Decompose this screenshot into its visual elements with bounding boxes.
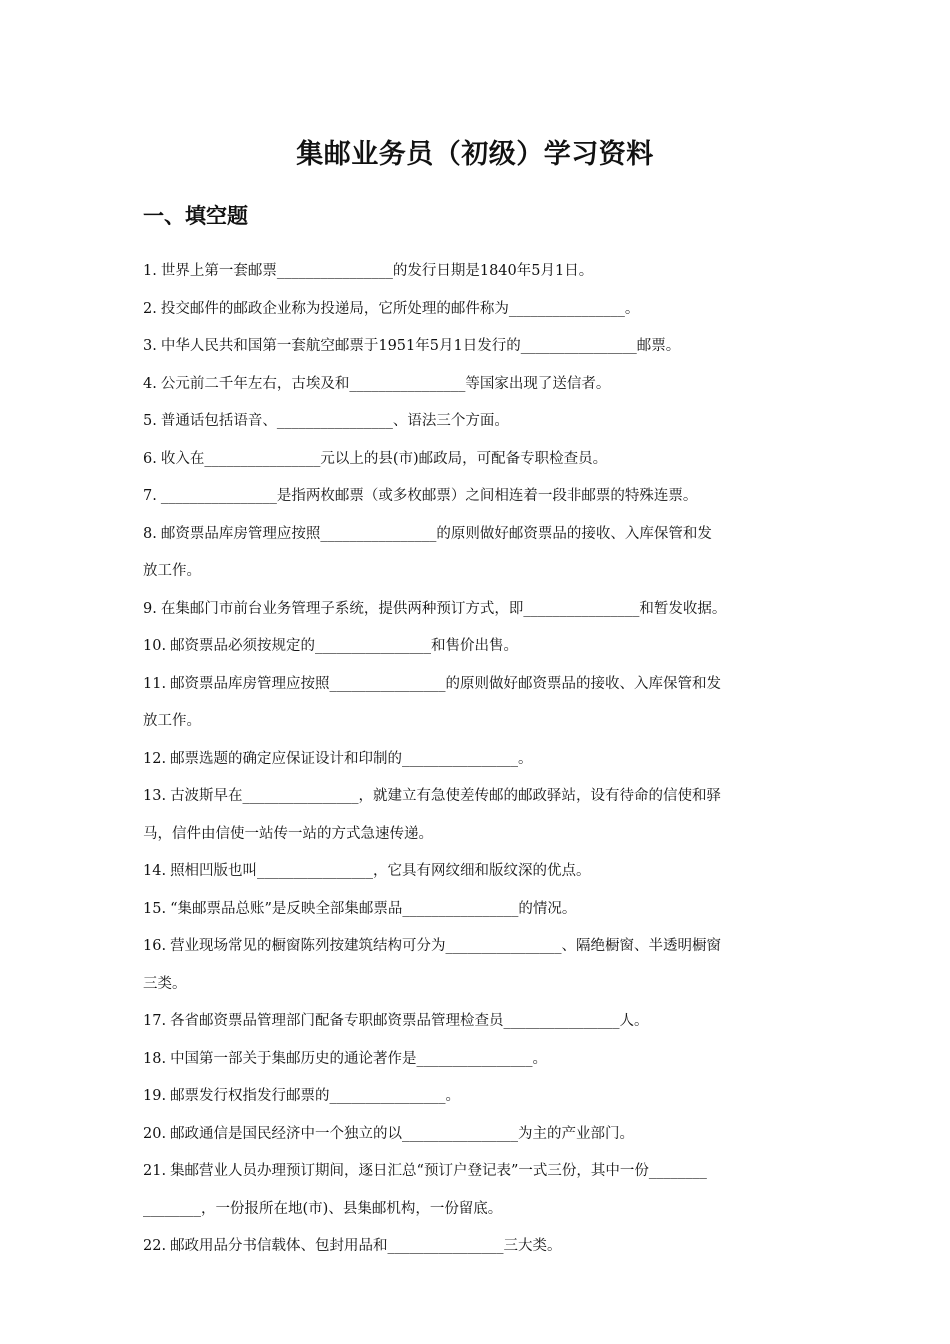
question-text: 普通话包括语音、________________、语法三个方面。 [160, 413, 509, 429]
question-line [143, 778, 823, 816]
question-text: 邮资票品必须按规定的________________和售价出售。 [170, 638, 519, 654]
question-number: 19. [143, 1088, 167, 1104]
question-text: 中国第一部关于集邮历史的通论著作是________________。 [170, 1050, 548, 1067]
question-item [143, 853, 823, 891]
question-text: 古波斯早在________________，就建立有急使差传邮的邮政驿站，设有待命的信使和驿 [170, 788, 722, 804]
question-line [143, 1153, 823, 1191]
question-item [143, 1041, 823, 1079]
question-number: 15. [143, 900, 167, 917]
question-text: 集邮营业人员办理预订期间，逐日汇总“预订户登记表”一式三份，其中一份________ [170, 1163, 707, 1179]
question-number: 21. [143, 1163, 167, 1179]
question-number: 13. [143, 788, 167, 804]
question-line [143, 366, 823, 404]
question-text: “集邮票品总账”是反映全部集邮票品________________的情况。 [170, 900, 577, 917]
question-line [143, 478, 823, 516]
question-number: 7. [143, 488, 157, 504]
section-heading: 一、填空题 [143, 204, 248, 228]
question-number: 6. [143, 450, 157, 467]
question-text: 放工作。 [143, 563, 201, 579]
question-text: 邮票发行权指发行邮票的________________。 [170, 1088, 461, 1104]
question-text: 在集邮门市前台业务管理子系统，提供两种预订方式，即________________和暂发收据。 [160, 600, 727, 617]
question-number: 18. [143, 1050, 167, 1067]
question-item [143, 1078, 823, 1116]
question-text: 中华人民共和国第一套航空邮票于1951年5月1日发行的________________邮票。 [160, 338, 681, 354]
question-line [143, 966, 823, 1004]
question-item [143, 441, 823, 479]
question-item [143, 666, 823, 741]
question-list [143, 253, 823, 1266]
question-text: 邮资票品库房管理应按照________________的原则做好邮资票品的接收、入库保管和发 [160, 525, 712, 542]
question-item [143, 291, 823, 329]
question-text: 放工作。 [143, 713, 201, 729]
question-line [143, 1003, 823, 1041]
question-item [143, 253, 823, 291]
question-number: 12. [143, 750, 167, 767]
question-text: 各省邮资票品管理部门配备专职邮资票品管理检查员________________人。 [170, 1013, 649, 1029]
question-item [143, 891, 823, 929]
question-line [143, 703, 823, 741]
question-item [143, 328, 823, 366]
question-line [143, 1116, 823, 1154]
question-number: 4. [143, 375, 157, 392]
question-number: 11. [143, 675, 167, 692]
question-item [143, 1228, 823, 1266]
question-line [143, 291, 823, 329]
question-item [143, 1153, 823, 1228]
question-line [143, 1228, 823, 1266]
question-text: 收入在________________元以上的县(市)邮政局，可配备专职检查员。 [160, 450, 608, 467]
question-number: 16. [143, 938, 167, 954]
question-item [143, 1116, 823, 1154]
question-line [143, 1078, 823, 1116]
question-item [143, 1003, 823, 1041]
question-line [143, 403, 823, 441]
question-number: 22. [143, 1238, 167, 1254]
question-number: 2. [143, 300, 157, 317]
question-text: 世界上第一套邮票________________的发行日期是1840年5月1日。 [160, 263, 594, 279]
question-item [143, 403, 823, 441]
question-number: 10. [143, 638, 167, 654]
question-item [143, 478, 823, 516]
question-text: ________________是指两枚邮票（或多枚邮票）之间相连着一段非邮票的特殊连票。 [160, 488, 698, 504]
question-item [143, 928, 823, 1003]
question-item [143, 628, 823, 666]
question-line [143, 628, 823, 666]
question-text: 营业现场常见的橱窗陈列按建筑结构可分为________________、隔绝橱窗、半透明橱窗 [170, 938, 722, 954]
question-item [143, 591, 823, 629]
question-line [143, 816, 823, 854]
question-line [143, 1191, 823, 1229]
question-line [143, 741, 823, 779]
question-item [143, 741, 823, 779]
question-text: ________，一份报所在地(市)、县集邮机构，一份留底。 [143, 1200, 503, 1217]
question-item [143, 778, 823, 853]
question-item [143, 516, 823, 591]
question-line [143, 441, 823, 479]
question-line [143, 591, 823, 629]
question-number: 9. [143, 600, 157, 617]
question-number: 5. [143, 413, 157, 429]
question-text: 三类。 [143, 975, 187, 992]
question-line [143, 1041, 823, 1079]
page-title: 集邮业务员（初级）学习资料 [296, 139, 654, 170]
question-number: 1. [143, 263, 157, 279]
question-line [143, 328, 823, 366]
question-line [143, 516, 823, 554]
question-number: 3. [143, 338, 157, 354]
question-text: 马，信件由信使一站传一站的方式急速传递。 [143, 825, 433, 842]
question-line [143, 891, 823, 929]
question-number: 20. [143, 1125, 167, 1142]
question-text: 邮票选题的确定应保证设计和印制的________________。 [170, 750, 533, 767]
question-item [143, 366, 823, 404]
question-text: 邮政用品分书信载体、包封用品和________________三大类。 [170, 1238, 562, 1254]
question-text: 公元前二千年左右，古埃及和________________等国家出现了送信者。 [160, 375, 611, 392]
question-text: 照相凹版也叫________________，它具有网纹细和版纹深的优点。 [170, 863, 591, 879]
question-number: 17. [143, 1013, 167, 1029]
question-line [143, 553, 823, 591]
question-line [143, 853, 823, 891]
question-number: 8. [143, 525, 157, 542]
question-line [143, 253, 823, 291]
question-line [143, 666, 823, 704]
question-line [143, 928, 823, 966]
question-text: 邮资票品库房管理应按照________________的原则做好邮资票品的接收、入库保管和发 [170, 675, 722, 692]
question-number: 14. [143, 863, 167, 879]
question-text: 邮政通信是国民经济中一个独立的以________________为主的产业部门。 [170, 1125, 635, 1142]
question-text: 投交邮件的邮政企业称为投递局，它所处理的邮件称为________________。 [160, 300, 640, 317]
